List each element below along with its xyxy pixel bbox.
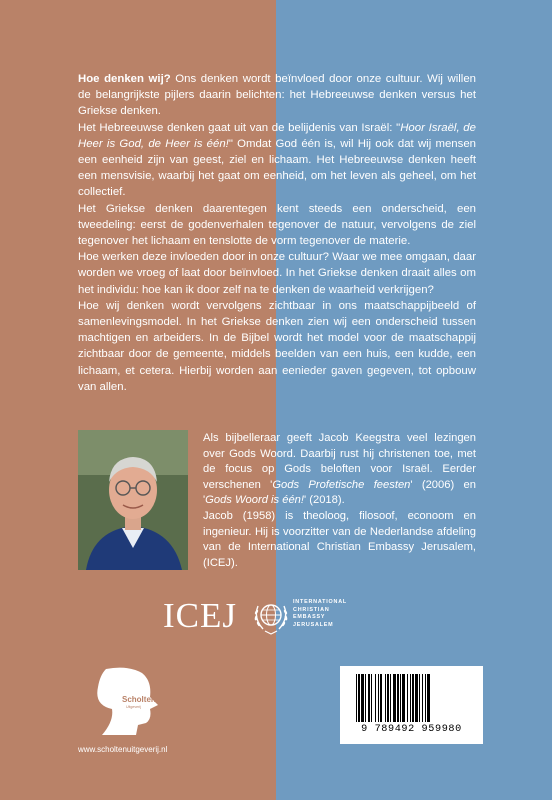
barcode-bar	[387, 674, 389, 722]
barcode-bar	[402, 674, 405, 722]
blurb-paragraph-5: Hoe wij denken wordt vervolgens zichtbaar in ons maatschappijbeeld of samenlevingsmodel. In het Griekse denken zien wij een onderscheid tussen machtigen en arbeiders. In de Bijbel wordt het model voor de maatschappij zichtbaar door de gemeente, middels beelden van een huis, een kudde, een lichaam, et cetera. Hierbij worden aan eenieder gaven gegeven, tot opbouw van allen.	[78, 299, 476, 393]
barcode-bar	[412, 674, 414, 722]
bio-paragraph-1: Als bijbelleraar geeft Jacob Keegstra veel lezingen over Gods Woord. Daarbij rust hij christenen toe, met de focus op Gods beloften voor Israël. Eerder verschenen 'Gods Profetische feesten' (2006) en 'Gods Woord is één!' (2018).	[203, 432, 476, 507]
icej-letters: ICEJ	[163, 596, 237, 635]
barcode-bar	[390, 674, 391, 722]
book-title-2: Gods Woord is één!	[205, 494, 305, 507]
isbn-barcode-box	[340, 666, 483, 744]
barcode-bar	[378, 674, 379, 722]
barcode-bar	[400, 674, 401, 722]
barcode-bar	[419, 674, 420, 722]
publisher-tagline: Uitgeverij	[126, 705, 141, 709]
barcode-bar	[410, 674, 411, 722]
barcode-bar	[368, 674, 370, 722]
barcode-bar	[385, 674, 386, 722]
blurb-paragraph-2: Het Hebreeuwse denken gaat uit van de belijdenis van Israël: "Hoor Israël, de Heer is God, de Heer is één!" Omdat God één is, wil Hij ook dat wij mensen een eenheid zijn van geest, ziel en lichaam. Het Hebreeuwse denken heeft een mensvisie, waarbij het gaat om eenheid, om het leven als geheel, om het collectief.	[78, 121, 476, 199]
isbn-number: 9 789492 959980	[361, 724, 462, 735]
barcode-bar	[358, 674, 360, 722]
author-bio	[203, 431, 476, 571]
publisher-url: www.scholtenuitgeverij.nl	[78, 745, 168, 754]
barcode-bar	[356, 674, 357, 722]
blurb-lead-question: Hoe denken wij?	[78, 73, 171, 85]
barcode-bar	[371, 674, 372, 722]
author-photo	[78, 430, 188, 570]
globe-laurel-icon	[251, 596, 291, 638]
barcode-bar	[397, 674, 399, 722]
blurb-paragraph-4: Hoe werken deze invloeden door in onze cultuur? Waar we mee omgaan, daar worden we vroeg of laat door beïnvloed. In het Griekse denken draait alles om het individu: hoe kan ik door zelf na te denken de waarheid verkrijgen?	[78, 251, 476, 296]
publisher-logo-icon	[92, 667, 172, 735]
barcode-bar	[380, 674, 382, 722]
barcode-bar	[425, 674, 426, 722]
publisher-name: Scholten	[122, 695, 156, 704]
icej-full-name: INTERNATIONAL CHRISTIAN EMBASSY JERUSALEM	[293, 599, 348, 628]
barcode-bar	[365, 674, 366, 722]
blurb-paragraph-1: Hoe denken wij? Ons denken wordt beïnvloed door onze cultuur. Wij willen de belangrijkste pijlers daarin belichten: het Hebreeuwse denken versus het Griekse denken.	[78, 73, 476, 118]
barcode-bar	[407, 674, 408, 722]
book-title-1: Gods Profetische feesten	[272, 478, 411, 491]
blurb-quote: Hoor Israël, de Heer is God, de Heer is één!	[78, 121, 476, 150]
barcode-bar	[422, 674, 423, 722]
barcode-bar	[361, 674, 364, 722]
blurb-paragraph-3: Het Griekse denken daarentegen kent steeds een onderscheid, een tweedeling: eerst de godenverhalen tegenover de natuur, vervolgens de ziel tegenover het lichaam en tenslotte de vorm tegenover de materie.	[78, 202, 476, 248]
barcode-icon	[354, 674, 469, 724]
barcode-bar	[415, 674, 418, 722]
bio-paragraph-2: Jacob (1958) is theoloog, filosoof, econoom en ingenieur. Hij is voorzitter van de Nederlandse afdeling van de International Christian Embassy Jerusalem, (ICEJ).	[203, 509, 476, 569]
barcode-bar	[375, 674, 376, 722]
barcode-bar	[393, 674, 396, 722]
icej-logo	[163, 594, 393, 642]
author-portrait-illustration	[78, 430, 188, 570]
blurb-text	[78, 71, 476, 395]
barcode-bar	[427, 674, 430, 722]
